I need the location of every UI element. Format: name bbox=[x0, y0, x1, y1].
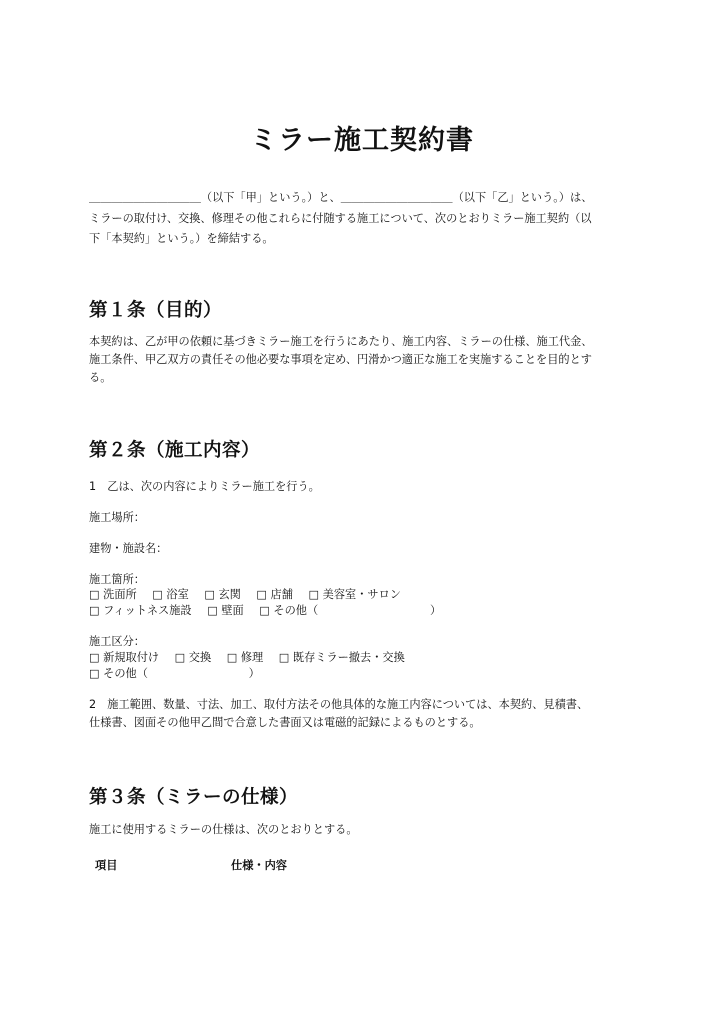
article-1-line-2: 施工条件、甲乙双方の責任その他必要な事項を定め、円滑かつ適正な施工を実施することを目的とす bbox=[89, 353, 592, 366]
checkbox-location-other[interactable]: □ その他（ ） bbox=[259, 604, 442, 617]
intro-line-3: 下「本契約」という。）を締結する。 bbox=[89, 232, 274, 245]
article-2-item-2-line-1: 2 施工範囲、数量、寸法、加工、取付方法その他具体的な施工内容については、本契約、見積書、 bbox=[89, 698, 589, 711]
checkbox-store[interactable]: □ 店舗 bbox=[256, 588, 293, 601]
type-label: 施工区分： bbox=[89, 635, 145, 648]
type-checkbox-row-1 bbox=[89, 650, 405, 666]
location-label: 施工箇所： bbox=[89, 573, 145, 586]
article-2-heading: 第２条（施工内容） bbox=[89, 440, 261, 461]
article-1-line-3: る。 bbox=[89, 371, 112, 384]
article-3-heading: 第３条（ミラーの仕様） bbox=[89, 787, 299, 808]
location-checkbox-row-1 bbox=[89, 587, 401, 603]
checkbox-remove-replace[interactable]: □ 既存ミラー撤去・交換 bbox=[278, 651, 405, 664]
checkbox-repair[interactable]: □ 修理 bbox=[226, 651, 264, 664]
document-title: ミラー施工契約書 bbox=[250, 125, 474, 156]
checkbox-wall[interactable]: □ 壁面 bbox=[207, 604, 244, 617]
checkbox-washroom[interactable]: □ 洗面所 bbox=[89, 588, 137, 601]
checkbox-replace[interactable]: □ 交換 bbox=[174, 651, 212, 664]
checkbox-fitness[interactable]: □ フィットネス施設 bbox=[89, 604, 192, 617]
building-label: 建物・施設名： bbox=[89, 542, 168, 555]
intro-line-1: ＿＿＿＿＿＿＿＿＿＿（以下「甲」という。）と、＿＿＿＿＿＿＿＿＿＿（以下「乙」という。）は、 bbox=[89, 191, 593, 204]
article-1-line-1: 本契約は、乙が甲の依頼に基づきミラー施工を行うにあたり、施工内容、ミラーの仕様、施工代金、 bbox=[89, 335, 593, 348]
checkbox-type-other[interactable]: □ その他（ ） bbox=[89, 667, 260, 680]
checkbox-bathroom[interactable]: □ 浴室 bbox=[152, 588, 189, 601]
location-checkbox-row-2 bbox=[89, 603, 441, 619]
site-label: 施工場所： bbox=[89, 511, 145, 524]
article-2-item-2-line-2: 仕様書、図面その他甲乙間で合意した書面又は電磁的記録によるものとする。 bbox=[89, 716, 481, 729]
article-2-item-1: 1 乙は、次の内容によりミラー施工を行う。 bbox=[89, 480, 320, 493]
table-header-item: 項目 bbox=[95, 859, 118, 872]
table-header-spec: 仕様・内容 bbox=[231, 859, 287, 872]
article-3-line-1: 施工に使用するミラーの仕様は、次のとおりとする。 bbox=[89, 823, 358, 836]
article-1-heading: 第１条（目的） bbox=[89, 300, 223, 321]
type-checkbox-row-2 bbox=[89, 666, 260, 682]
checkbox-new-install[interactable]: □ 新規取付け bbox=[89, 651, 160, 664]
checkbox-entrance[interactable]: □ 玄関 bbox=[204, 588, 241, 601]
checkbox-salon[interactable]: □ 美容室・サロン bbox=[308, 588, 401, 601]
intro-line-2: ミラーの取付け、交換、修理その他これらに付随する施工について、次のとおりミラー施工契約（以 bbox=[89, 212, 592, 225]
